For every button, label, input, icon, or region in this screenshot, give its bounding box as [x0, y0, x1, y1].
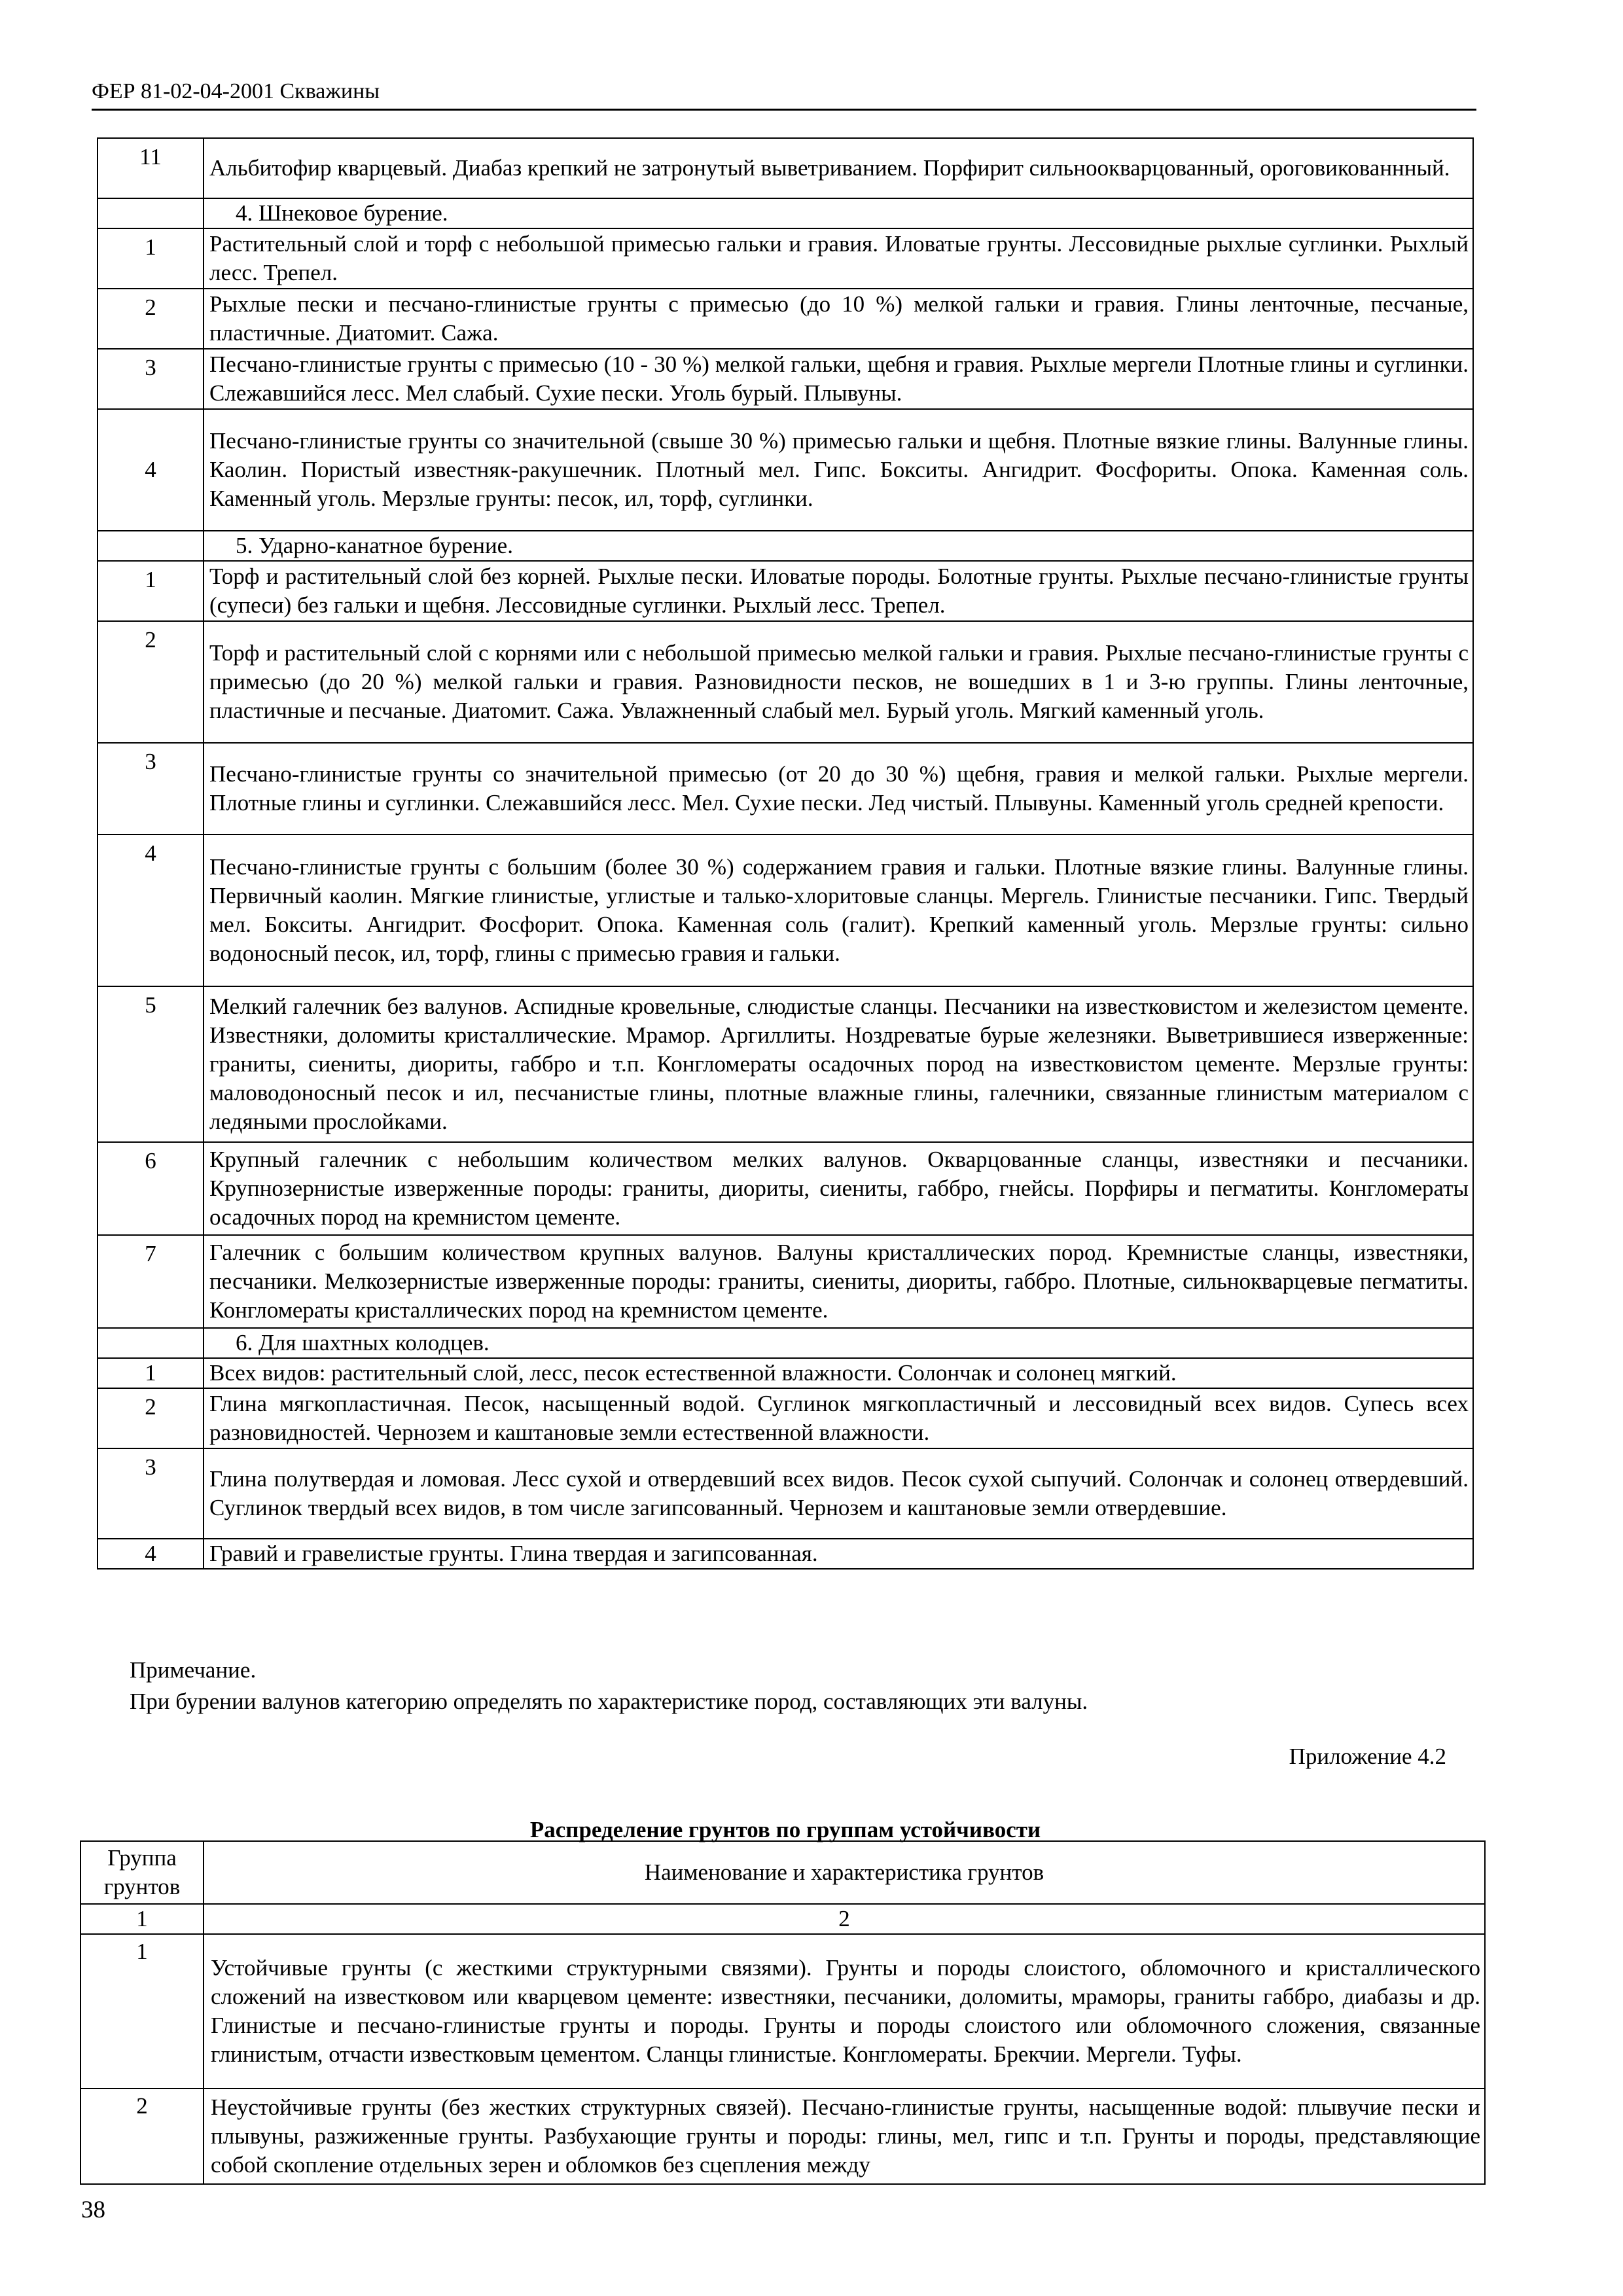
section-title: 6. Для шахтных колодцев. — [204, 1328, 1473, 1358]
table-row — [98, 743, 1473, 834]
row-number: 1 — [98, 1358, 204, 1388]
page-number: 38 — [81, 2197, 105, 2223]
row-text: Растительный слой и торф с небольшой примесью гальки и гравия. Иловатые грунты. Лессовидные рыхлые суглинки. Рыхлый лесс. Трепел. — [204, 228, 1473, 289]
row-number: 4 — [98, 834, 204, 986]
row-number: 3 — [98, 743, 204, 834]
table2-title: Распределение грунтов по группам устойчивости — [529, 1817, 1041, 1842]
table-row — [98, 1448, 1473, 1539]
row-text: Гравий и гравелистые грунты. Глина твердая и загипсованная. — [204, 1539, 1473, 1569]
soil-categories-table — [97, 137, 1474, 1570]
table-row — [98, 986, 1473, 1142]
row-number: 7 — [98, 1235, 204, 1328]
row-text: Мелкий галечник без валунов. Аспидные кровельные, слюдистые сланцы. Песчаники на известковистом и железистом цементе. Известняки, доломиты кристаллические. Мрамор. Аргиллиты. Ноздреватые бурые железняки. Выветрившиеся изверженные: граниты, сиениты, диориты, габбро и т.п. Конгломераты осадочных пород на известковистом цементе. Мерзлые грунты: маловодоносный песок и ил, песчанистые глины, плотные влажные глины, галечники, связанные глинистым материалом с ледяными прослойками. — [204, 986, 1473, 1142]
row-text: Торф и растительный слой с корнями или с небольшой примесью мелкой гальки и гравия. Рыхлые песчано-глинистые грунты с примесью (до 20 %) мелкой гальки и гравия. Разновидности песков, не вошедших в 1 и 3-ю группы. Глины ленточные, пластичные и песчаные. Диатомит. Сажа. Увлажненный слабый мел. Бурый уголь. Мягкий каменный уголь. — [204, 621, 1473, 743]
section-title: 5. Ударно-канатное бурение. — [204, 531, 1473, 561]
table-row — [98, 1358, 1473, 1388]
note-title: Примечание. — [130, 1657, 257, 1683]
row-text: Песчано-глинистые грунты со значительной (свыше 30 %) примесью гальки и щебня. Плотные вязкие глины. Валунные глины. Каолин. Пористый известняк-ракушечник. Плотный мел. Гипс. Бокситы. Ангидрит. Фосфориты. Опока. Каменная соль. Каменный уголь. Мерзлые грунты: песок, ил, торф, суглинки. — [204, 409, 1473, 531]
table-row — [98, 289, 1473, 349]
table-row — [98, 138, 1473, 198]
section-row — [98, 1328, 1473, 1358]
row-number: 3 — [98, 349, 204, 409]
column-index-2: 2 — [204, 1904, 1485, 1934]
row-number: 5 — [98, 986, 204, 1142]
row-number: 3 — [98, 1448, 204, 1539]
section-row — [98, 531, 1473, 561]
row-text: Альбитофир кварцевый. Диабаз крепкий не затронутый выветриванием. Порфирит сильноокварцованный, ороговикованнный. — [204, 138, 1473, 198]
row-text: Глина полутвердая и ломовая. Лесс сухой и отвердевший всех видов. Песок сухой сыпучий. Солончак и солонец отвердевший. Суглинок твердый всех видов, в том числе загипсованный. Чернозем и каштановые земли отвердевшие. — [204, 1448, 1473, 1539]
row-text: Крупный галечник с небольшим количеством мелких валунов. Окварцованные сланцы, известняки и песчаники. Крупнозернистые изверженные породы: граниты, диориты, сиениты, габбро, гнейсы. Порфиры и пегматиты. Конгломераты осадочных пород на кремнистом цементе. — [204, 1142, 1473, 1235]
section-title: 4. Шнековое бурение. — [204, 198, 1473, 228]
table-row — [98, 621, 1473, 743]
table-row — [98, 1235, 1473, 1328]
row-number-empty — [98, 198, 204, 228]
note-text: При бурении валунов категорию определять по характеристике пород, составляющих эти валуны. — [130, 1689, 1088, 1714]
section-row — [98, 198, 1473, 228]
table-row — [80, 2089, 1485, 2184]
row-text: Песчано-глинистые грунты с примесью (10 - 30 %) мелкой гальки, щебня и гравия. Рыхлые мергели Плотные глины и суглинки. Слежавшийся лесс. Мел слабый. Сухие пески. Уголь бурый. Плывуны. — [204, 349, 1473, 409]
row-number: 2 — [98, 1388, 204, 1448]
table-row — [98, 1142, 1473, 1235]
row-number: 2 — [98, 621, 204, 743]
row-text: Торф и растительный слой без корней. Рыхлые пески. Иловатые породы. Болотные грунты. Рыхлые песчано-глинистые грунты (супеси) без гальки и щебня. Лессовидные суглинки. Рыхлый лесс. Трепел. — [204, 561, 1473, 621]
row-text: Глина мягкопластичная. Песок, насыщенный водой. Суглинок мягкопластичный и лессовидный всех видов. Супесь всех разновидностей. Чернозем и каштановые земли естественной влажности. — [204, 1388, 1473, 1448]
table-row — [98, 1388, 1473, 1448]
row-text: Всех видов: растительный слой, лесс, песок естественной влажности. Солончак и солонец мягкий. — [204, 1358, 1473, 1388]
row-number: 1 — [98, 228, 204, 289]
column-index-1: 1 — [80, 1904, 204, 1934]
row-number: 4 — [98, 409, 204, 531]
row-number-empty — [98, 1328, 204, 1358]
group-description: Неустойчивые грунты (без жестких структурных связей). Песчано-глинистые грунты, насыщенные водой: плывучие пески и плывуны, разжиженные грунты. Разбухающие грунты и породы: глины, мел, гипс и т.п. Грунты и породы, представляющие собой скопление отдельных зерен и обломков без сцепления между — [204, 2089, 1485, 2184]
header-rule — [92, 109, 1476, 111]
table-row — [80, 1934, 1485, 2089]
column-header-description: Наименование и характеристика грунтов — [204, 1841, 1485, 1904]
row-number-empty — [98, 531, 204, 561]
group-number: 2 — [80, 2089, 204, 2184]
table-header-row — [80, 1841, 1485, 1904]
table-row — [98, 1539, 1473, 1569]
stability-groups-table — [80, 1840, 1486, 2185]
table-row — [98, 561, 1473, 621]
row-number: 6 — [98, 1142, 204, 1235]
row-number: 2 — [98, 289, 204, 349]
appendix-label: Приложение 4.2 — [1289, 1744, 1446, 1769]
row-text: Песчано-глинистые грунты со значительной примесью (от 20 до 30 %) щебня, гравия и мелкой гальки. Рыхлые мергели. Плотные глины и суглинки. Слежавшийся лесс. Мел. Сухие пески. Лед чистый. Плывуны. Каменный уголь средней крепости. — [204, 743, 1473, 834]
row-text: Рыхлые пески и песчано-глинистые грунты с примесью (до 10 %) мелкой гальки и гравия. Глины ленточные, песчаные, пластичные. Диатомит. Сажа. — [204, 289, 1473, 349]
table-row — [98, 409, 1473, 531]
row-number: 1 — [98, 561, 204, 621]
group-description: Устойчивые грунты (с жесткими структурными связями). Грунты и породы слоистого, обломочного и кристаллического сложений на известковом или кварцевом цементе: известняки, песчаники, доломиты, мраморы, граниты габбро, диабазы и др. Глинистые и песчано-глинистые грунты и породы. Грунты и породы слоистого или обломочного сложения, связанные глинистым, отчасти известковым цементом. Сланцы глинистые. Конгломераты. Брекчии. Мергели. Туфы. — [204, 1934, 1485, 2089]
table-row — [98, 834, 1473, 986]
table-row — [98, 349, 1473, 409]
row-text: Песчано-глинистые грунты с большим (более 30 %) содержанием гравия и гальки. Плотные вязкие глины. Валунные глины. Первичный каолин. Мягкие глинистые, углистые и талько-хлоритовые сланцы. Мергель. Глинистые песчаники. Гипс. Твердый мел. Бокситы. Ангидрит. Фосфорит. Опока. Каменная соль (галит). Крепкий каменный уголь. Мерзлые грунты: сильно водоносный песок, ил, торф, глины с примесью гравия и гальки. — [204, 834, 1473, 986]
table-row — [98, 228, 1473, 289]
row-text: Галечник с большим количеством крупных валунов. Валуны кристаллических пород. Кремнистые сланцы, известняки, песчаники. Мелкозернистые изверженные породы: граниты, сиениты, диориты, габбро. Плотные, сильнокварцевые пегматиты. Конгломераты кристаллических пород на кремнистом цементе. — [204, 1235, 1473, 1328]
page-header: ФЕР 81-02-04-2001 Скважины — [92, 79, 380, 103]
row-number: 4 — [98, 1539, 204, 1569]
column-index-row — [80, 1904, 1485, 1934]
group-number: 1 — [80, 1934, 204, 2089]
row-number: 11 — [98, 138, 204, 198]
column-header-group: Группа грунтов — [80, 1841, 204, 1904]
